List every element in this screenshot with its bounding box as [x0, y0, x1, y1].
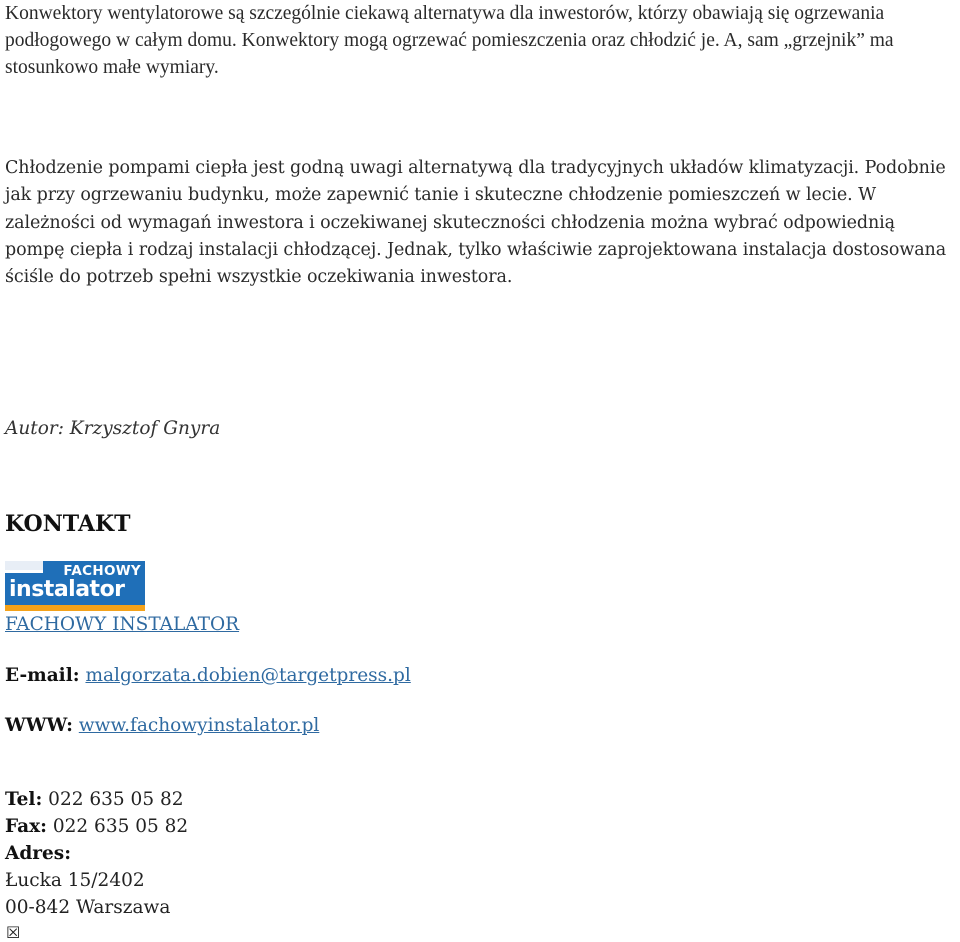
logo-orange-bar: [5, 605, 145, 611]
fax-row: [5, 814, 188, 840]
address-row: [5, 841, 71, 867]
phone-row: [5, 787, 184, 813]
fachowy-instalator-logo[interactable]: [5, 561, 145, 611]
fax-value: 022 635 05 82: [52, 816, 189, 837]
logo-bottom-text: instalator: [9, 577, 125, 602]
address-label: Adres:: [5, 843, 72, 864]
www-label: WWW:: [5, 715, 73, 736]
contact-heading: KONTAKT: [5, 511, 131, 537]
email-label: E-mail:: [5, 665, 80, 686]
fax-label: Fax:: [5, 816, 47, 837]
logo-top-text: FACHOWY: [63, 563, 141, 579]
cooling-paragraph: Chłodzenie pompami ciepła jest godną uwagi alternatywą dla tradycyjnych układów klimatyzacji. Podobnie jak przy ogrzewaniu budynku, może zapewnić tanie i skuteczne chłodzenie pomieszczeń w lecie. W zależności od wymagań inwestora i oczekiwanej skuteczności chłodzenia można wybrać odpowiednią pompę ciepła i rodzaj instalacji chłodzącej. Jednak, tylko właściwie zaprojektowana instalacja dostosowana ściśle do potrzeb spełni wszystkie oczekiwania inwestora.: [5, 158, 947, 288]
www-row: [5, 713, 319, 739]
address-city: 00-842 Warszawa: [5, 897, 171, 918]
envelope-icon[interactable]: ☒: [6, 923, 21, 942]
phone-label: Tel:: [5, 789, 43, 810]
magazine-link[interactable]: FACHOWY INSTALATOR: [5, 614, 240, 635]
intro-paragraph: Konwektory wentylatorowe są szczególnie ciekawą alternatywa dla inwestorów, którzy obawiają się ogrzewania podłogowego w całym domu. Konwektory mogą ogrzewać pomieszczenia oraz chłodzić je. A, sam „grzejnik” ma stosunkowo małe wymiary.: [5, 3, 894, 78]
address-street: Łucka 15/2402: [5, 870, 145, 891]
phone-value: 022 635 05 82: [48, 789, 184, 810]
author-line: Autor: Krzysztof Gnyra: [5, 418, 221, 439]
email-link[interactable]: malgorzata.dobien@targetpress.pl: [85, 665, 411, 686]
website-link[interactable]: www.fachowyinstalator.pl: [78, 715, 320, 736]
email-row: [5, 663, 411, 689]
